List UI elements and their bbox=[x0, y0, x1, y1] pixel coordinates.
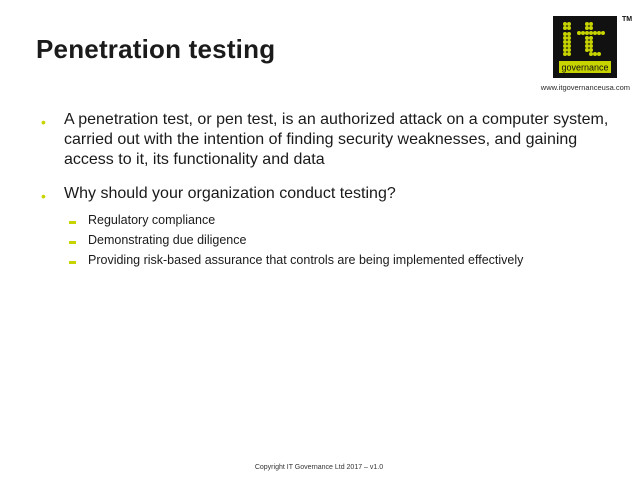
sub-bullet-marker bbox=[69, 241, 76, 244]
copyright-footer: Copyright IT Governance Ltd 2017 – v1.0 bbox=[254, 464, 384, 471]
sub-bullet-item bbox=[64, 230, 614, 250]
logo-graphic bbox=[553, 16, 617, 78]
sub-bullet-list bbox=[34, 210, 614, 270]
sub-bullet-text: Regulatory compliance bbox=[88, 213, 216, 227]
logo-wordmark: governance bbox=[561, 62, 609, 73]
bullet-dot: • bbox=[41, 188, 46, 204]
sub-bullet-marker bbox=[69, 261, 76, 264]
sub-bullet-item bbox=[64, 250, 614, 270]
trademark-mark: TM bbox=[622, 16, 633, 23]
sub-bullet-text: Demonstrating due diligence bbox=[88, 233, 247, 247]
sub-bullet-text: Providing risk-based assurance that controls are being implemented effectively bbox=[88, 253, 524, 267]
logo-dots bbox=[563, 22, 605, 56]
it-governance-logo bbox=[553, 16, 617, 78]
bullet-item bbox=[34, 184, 614, 204]
sub-bullet-item bbox=[64, 210, 614, 230]
bullet-dot: • bbox=[41, 114, 46, 130]
bullet-item bbox=[34, 110, 614, 170]
sub-bullet-marker bbox=[69, 221, 76, 224]
website-url[interactable]: www.itgovernanceusa.com bbox=[540, 83, 630, 92]
bullet-text: Why should your organization conduct testing? bbox=[64, 185, 396, 202]
bullet-text: A penetration test, or pen test, is an authorized attack on a computer system, carried out with the intention of finding security weaknesses, and gaining access to it, its functionality and data bbox=[64, 111, 609, 168]
slide-title: Penetration testing bbox=[36, 34, 276, 64]
slide-content bbox=[34, 110, 614, 270]
